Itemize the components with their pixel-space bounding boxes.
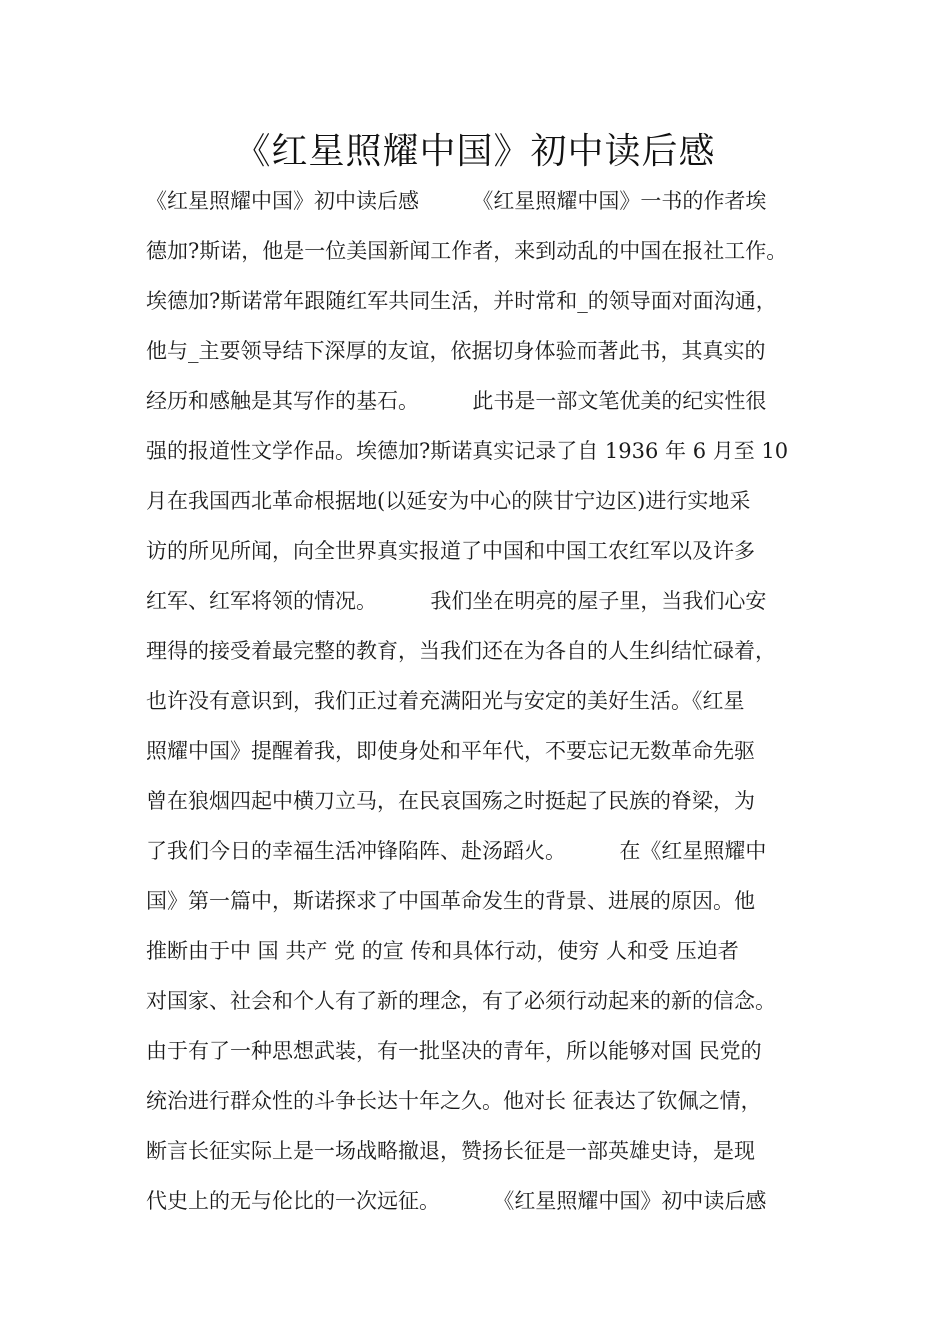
body-line: 他与_主要领导结下深厚的友谊，依据切身体验而著此书，其真实的: [146, 339, 766, 363]
body-line: 《红星照耀中国》初中读后感 《红星照耀中国》一书的作者埃: [146, 189, 767, 213]
body-line: 强的报道性文学作品。埃德加?斯诺真实记录了自 1936 年 6 月至 10: [146, 439, 789, 463]
document-body: [146, 180, 826, 1230]
body-line: 国》第一篇中，斯诺探求了中国革命发生的背景、进展的原因。他: [146, 889, 755, 913]
body-line: 统治进行群众性的斗争长达十年之久。他对长 征表达了钦佩之情，: [146, 1089, 762, 1113]
body-line: 断言长征实际上是一场战略撤退，赞扬长征是一部英雄史诗，是现: [146, 1139, 755, 1163]
body-line: 经历和感触是其写作的基石。 此书是一部文笔优美的纪实性很: [146, 389, 767, 413]
body-line: 理得的接受着最完整的教育，当我们还在为各自的人生纠结忙碌着，: [146, 639, 776, 663]
body-line: 代史上的无与伦比的一次远征。 《红星照耀中国》初中读后感: [146, 1189, 767, 1213]
body-line: 德加?斯诺，他是一位美国新闻工作者，来到动乱的中国在报社工作。: [146, 239, 788, 263]
body-line: 推断由于中 国 共产 党 的宣 传和具体行动，使穷 人和受 压迫者: [146, 939, 739, 963]
document-title: 《红星照耀中国》初中读后感: [234, 131, 716, 172]
body-line: 埃德加?斯诺常年跟随红军共同生活，并时常和_的领导面对面沟通，: [146, 289, 777, 313]
body-line: 曾在狼烟四起中横刀立马，在民哀国殇之时挺起了民族的脊梁，为: [146, 789, 755, 813]
body-line: 访的所见所闻，向全世界真实报道了中国和中国工农红军以及许多: [146, 539, 755, 563]
body-line: 对国家、社会和个人有了新的理念，有了必须行动起来的新的信念。: [146, 989, 776, 1013]
body-line: 月在我国西北革命根据地(以延安为中心的陕甘宁边区)进行实地采: [146, 489, 751, 513]
body-line: 由于有了一种思想武装，有一批坚决的青年，所以能够对国 民党的: [146, 1039, 762, 1063]
body-line: 照耀中国》提醒着我，即使身处和平年代，不要忘记无数革命先驱: [146, 739, 755, 763]
body-line: 了我们今日的幸福生活冲锋陷阵、赴汤蹈火。 在《红星照耀中: [146, 839, 767, 863]
body-line: 红军、红军将领的情况。 我们坐在明亮的屋子里，当我们心安: [146, 589, 767, 613]
body-line: 也许没有意识到，我们正过着充满阳光与安定的美好生活。《红星: [146, 689, 745, 713]
